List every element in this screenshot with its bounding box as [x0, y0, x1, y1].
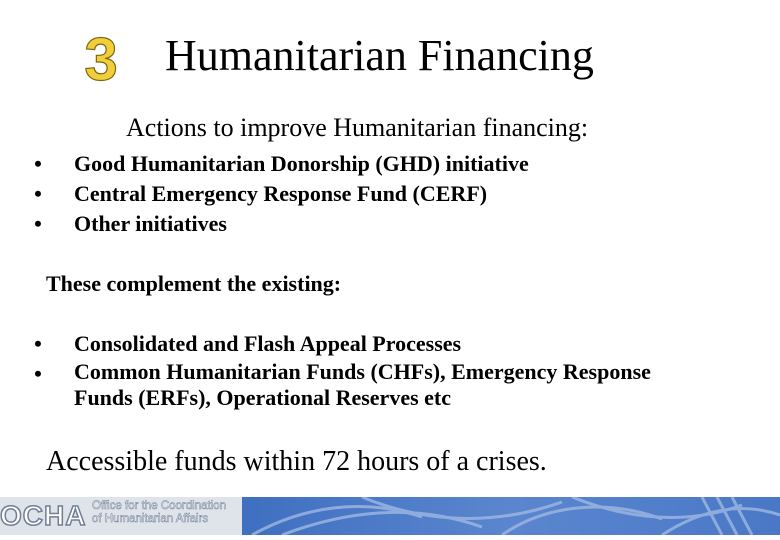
- org-name-line: of Humanitarian Affairs: [92, 513, 209, 525]
- un-emblem-banner: [242, 497, 780, 535]
- slide-subtitle: Actions to improve Humanitarian financing:: [126, 113, 589, 142]
- slide-number: 3: [84, 26, 118, 88]
- list-item: [28, 329, 738, 359]
- list-item: [28, 359, 738, 413]
- ocha-logo: [0, 497, 242, 535]
- bullet-icon: •: [34, 151, 42, 176]
- complement-heading: These complement the existing:: [46, 271, 342, 296]
- actions-list: [28, 149, 529, 239]
- existing-text: Consolidated and Flash Appeal Processes: [74, 331, 462, 356]
- bullet-icon: •: [34, 181, 42, 206]
- list-item: [28, 179, 529, 209]
- action-text: Good Humanitarian Donorship (GHD) initiative: [74, 151, 529, 176]
- existing-text-block: [74, 359, 651, 411]
- footer-bar: [0, 497, 780, 535]
- slide-number-graphic: [84, 26, 118, 88]
- existing-text-line: Funds (ERFs), Operational Reserves etc: [74, 385, 452, 410]
- list-item: [28, 149, 529, 179]
- bullet-icon: •: [34, 211, 42, 236]
- bullet-icon: •: [34, 361, 42, 386]
- slide-title: Humanitarian Financing: [165, 31, 594, 80]
- list-item: [28, 209, 529, 239]
- closing-statement: Accessible funds within 72 hours of a crises.: [46, 446, 547, 477]
- existing-text-line: Common Humanitarian Funds (CHFs), Emergency Response: [74, 359, 651, 384]
- action-text: Other initiatives: [74, 211, 227, 236]
- org-name-line: Office for the Coordination: [92, 500, 227, 512]
- existing-list: [28, 329, 738, 413]
- bullet-icon: •: [34, 331, 42, 356]
- ocha-org-name: [92, 500, 240, 526]
- ocha-logo-text: OCHA: [0, 500, 87, 531]
- action-text: Central Emergency Response Fund (CERF): [74, 181, 488, 206]
